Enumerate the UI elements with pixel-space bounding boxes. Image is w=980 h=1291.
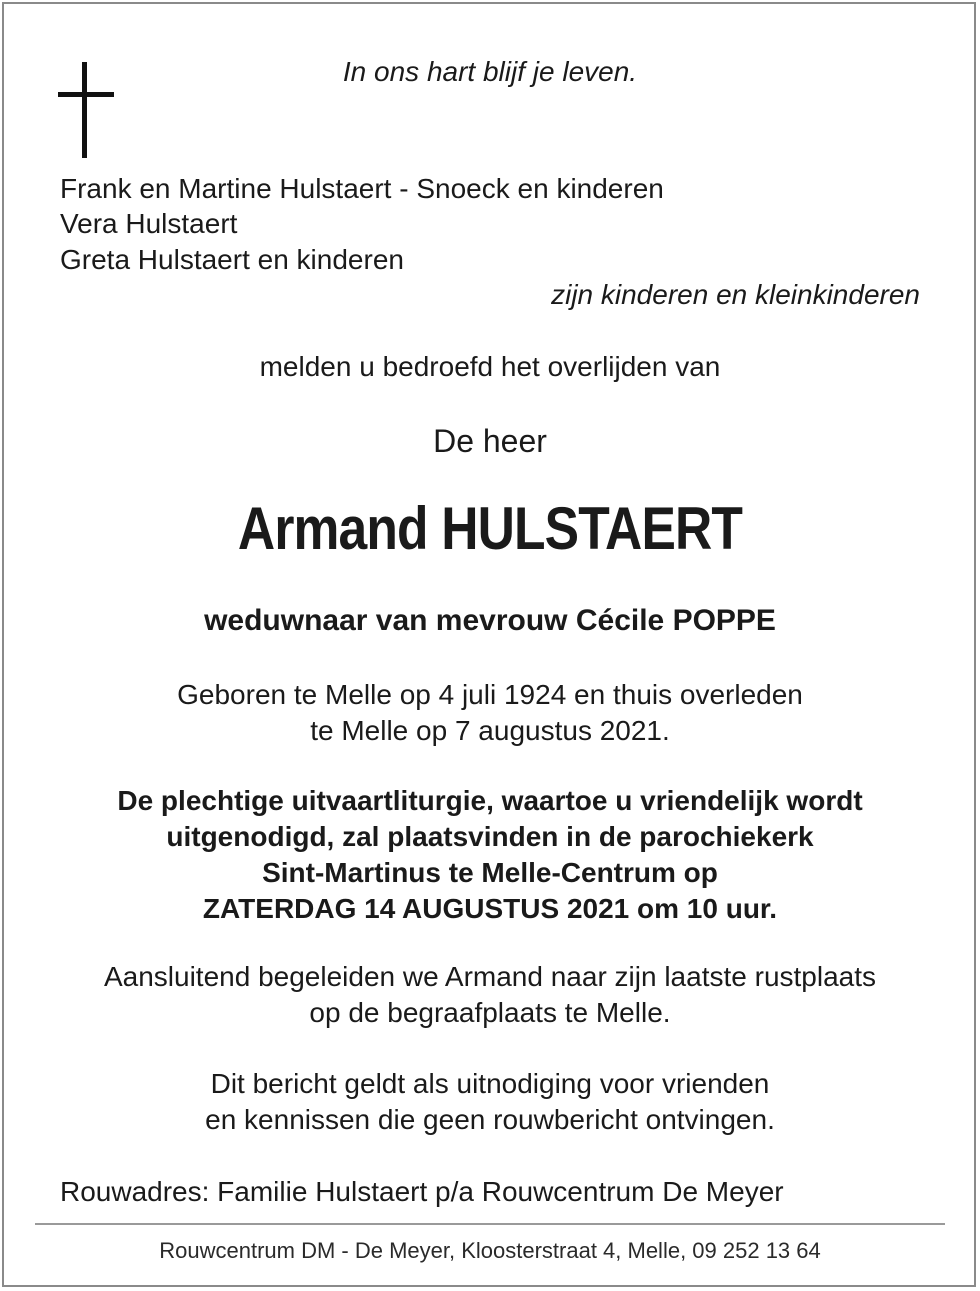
deceased-name: Armand HULSTAERT	[237, 495, 743, 562]
honorific: De heer	[433, 423, 547, 459]
burial-line-1: Aansluitend begeleiden we Armand naar zijn laatste rustplaats	[103, 961, 877, 992]
funeral-line-3: Sint-Martinus te Melle-Centrum op	[262, 857, 718, 888]
birth-death-line-1: Geboren te Melle op 4 juli 1924 en thuis overleden	[177, 679, 803, 710]
motto: In ons hart blijf je leven.	[342, 56, 638, 87]
family-line-1: Frank en Martine Hulstaert - Snoeck en kinderen	[60, 173, 664, 204]
family-line-3: Greta Hulstaert en kinderen	[60, 244, 404, 275]
invitation-line-1: Dit bericht geldt als uitnodiging voor vrienden	[210, 1068, 770, 1099]
family-role: zijn kinderen en kleinkinderen	[551, 279, 920, 310]
footer-divider	[35, 1223, 945, 1225]
invitation-line-2: en kennissen die geen rouwbericht ontvingen.	[205, 1104, 775, 1135]
announcement: melden u bedroefd het overlijden van	[259, 351, 721, 382]
footer-contact: Rouwcentrum DM - De Meyer, Kloosterstraat 4, Melle, 09 252 13 64	[159, 1238, 821, 1263]
birth-death-line-2: te Melle op 7 augustus 2021.	[310, 715, 670, 746]
funeral-line-2: uitgenodigd, zal plaatsvinden in de parochiekerk	[166, 821, 814, 852]
funeral-line-1: De plechtige uitvaartliturgie, waartoe u vriendelijk wordt	[117, 785, 863, 816]
family-line-2: Vera Hulstaert	[60, 208, 238, 239]
spouse-line: weduwnaar van mevrouw Cécile POPPE	[204, 604, 776, 637]
mourning-address: Rouwadres: Familie Hulstaert p/a Rouwcentrum De Meyer	[60, 1176, 784, 1207]
funeral-date-line: ZATERDAG 14 AUGUSTUS 2021 om 10 uur.	[202, 893, 778, 924]
burial-line-2: op de begraafplaats te Melle.	[309, 997, 671, 1028]
